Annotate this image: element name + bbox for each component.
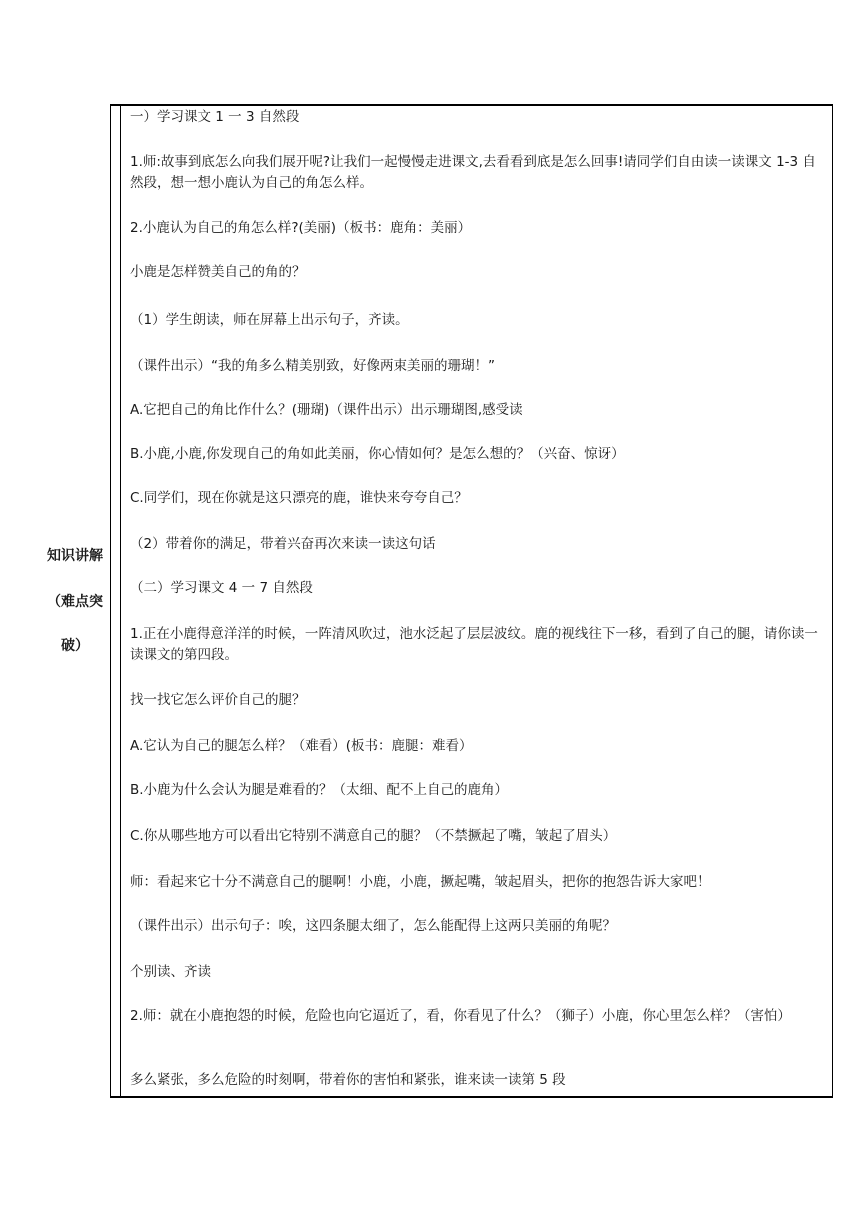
paragraph: （课件出示）出示句子：唉，这四条腿太细了，怎么能配得上这两只美丽的角呢？ [130, 918, 616, 934]
paragraph: C.同学们，现在你就是这只漂亮的鹿，谁快来夸夸自己？ [130, 490, 468, 506]
paragraph: 小鹿是怎样赞美自己的角的？ [130, 264, 306, 280]
paragraph: B.小鹿为什么会认为腿是难看的？（太细、配不上自己的鹿角） [130, 782, 509, 798]
paragraph: B.小鹿,小鹿,你发现自己的角如此美丽，你心情如何？是怎么想的？（兴奋、惊讶） [130, 446, 625, 462]
lesson-table [110, 104, 833, 1098]
paragraph: 个别读、齐读 [130, 964, 211, 980]
paragraph: C.你从哪些地方可以看出它特别不满意自己的腿？（不禁撅起了嘴，皱起了眉头） [130, 828, 617, 844]
paragraph: A.它把自己的角比作什么？(珊瑚)（课件出示）出示珊瑚图,感受读 [130, 402, 523, 418]
paragraph: 2.师：就在小鹿抱怨的时候，危险也向它逼近了，看，你看见了什么？（狮子）小鹿，你心里怎么样？（害怕） [130, 1008, 791, 1024]
paragraph: 多么紧张，多么危险的时刻啊，带着你的害怕和紧张，谁来读一读第 5 段 [130, 1072, 566, 1088]
paragraph: （2）带着你的满足，带着兴奋再次来读一读这句话 [130, 536, 436, 552]
paragraph: 1.正在小鹿得意洋洋的时候，一阵清风吹过，池水泛起了层层波纹。鹿的视线往下一移，看到了自己的腿，请你读一读课文的第四段。 [130, 626, 818, 663]
paragraph: A.它认为自己的腿怎么样？（难看）(板书：鹿腿：难看） [130, 738, 473, 754]
paragraph: 找一找它怎么评价自己的腿？ [130, 692, 306, 708]
paragraph: 2.小鹿认为自己的角怎么样?(美丽)（板书：鹿角：美丽） [130, 220, 472, 236]
paragraph: （二）学习课文 4 一 7 自然段 [130, 580, 313, 596]
paragraph: （1）学生朗读，师在屏幕上出示句子，齐读。 [130, 312, 409, 328]
paragraph: 1.师:故事到底怎么向我们展开呢?让我们一起慢慢走进课文,去看看到底是怎么回事!请同学们自由读一读课文 1-3 自然段，想一想小鹿认为自己的角怎么样。 [130, 154, 816, 191]
section-label-line-3: 破） [61, 638, 89, 654]
section-label-line-1: 知识讲解 [47, 548, 103, 564]
column-divider [120, 104, 121, 1098]
paragraph: （课件出示）“我的角多么精美别致，好像两束美丽的珊瑚！” [130, 358, 495, 374]
paragraph: 师：看起来它十分不满意自己的腿啊！小鹿，小鹿，撅起嘴，皱起眉头，把你的抱怨告诉大家吧！ [130, 874, 711, 890]
paragraph: 一）学习课文 1 一 3 自然段 [130, 109, 300, 125]
section-label-line-2: （难点突 [47, 594, 103, 610]
